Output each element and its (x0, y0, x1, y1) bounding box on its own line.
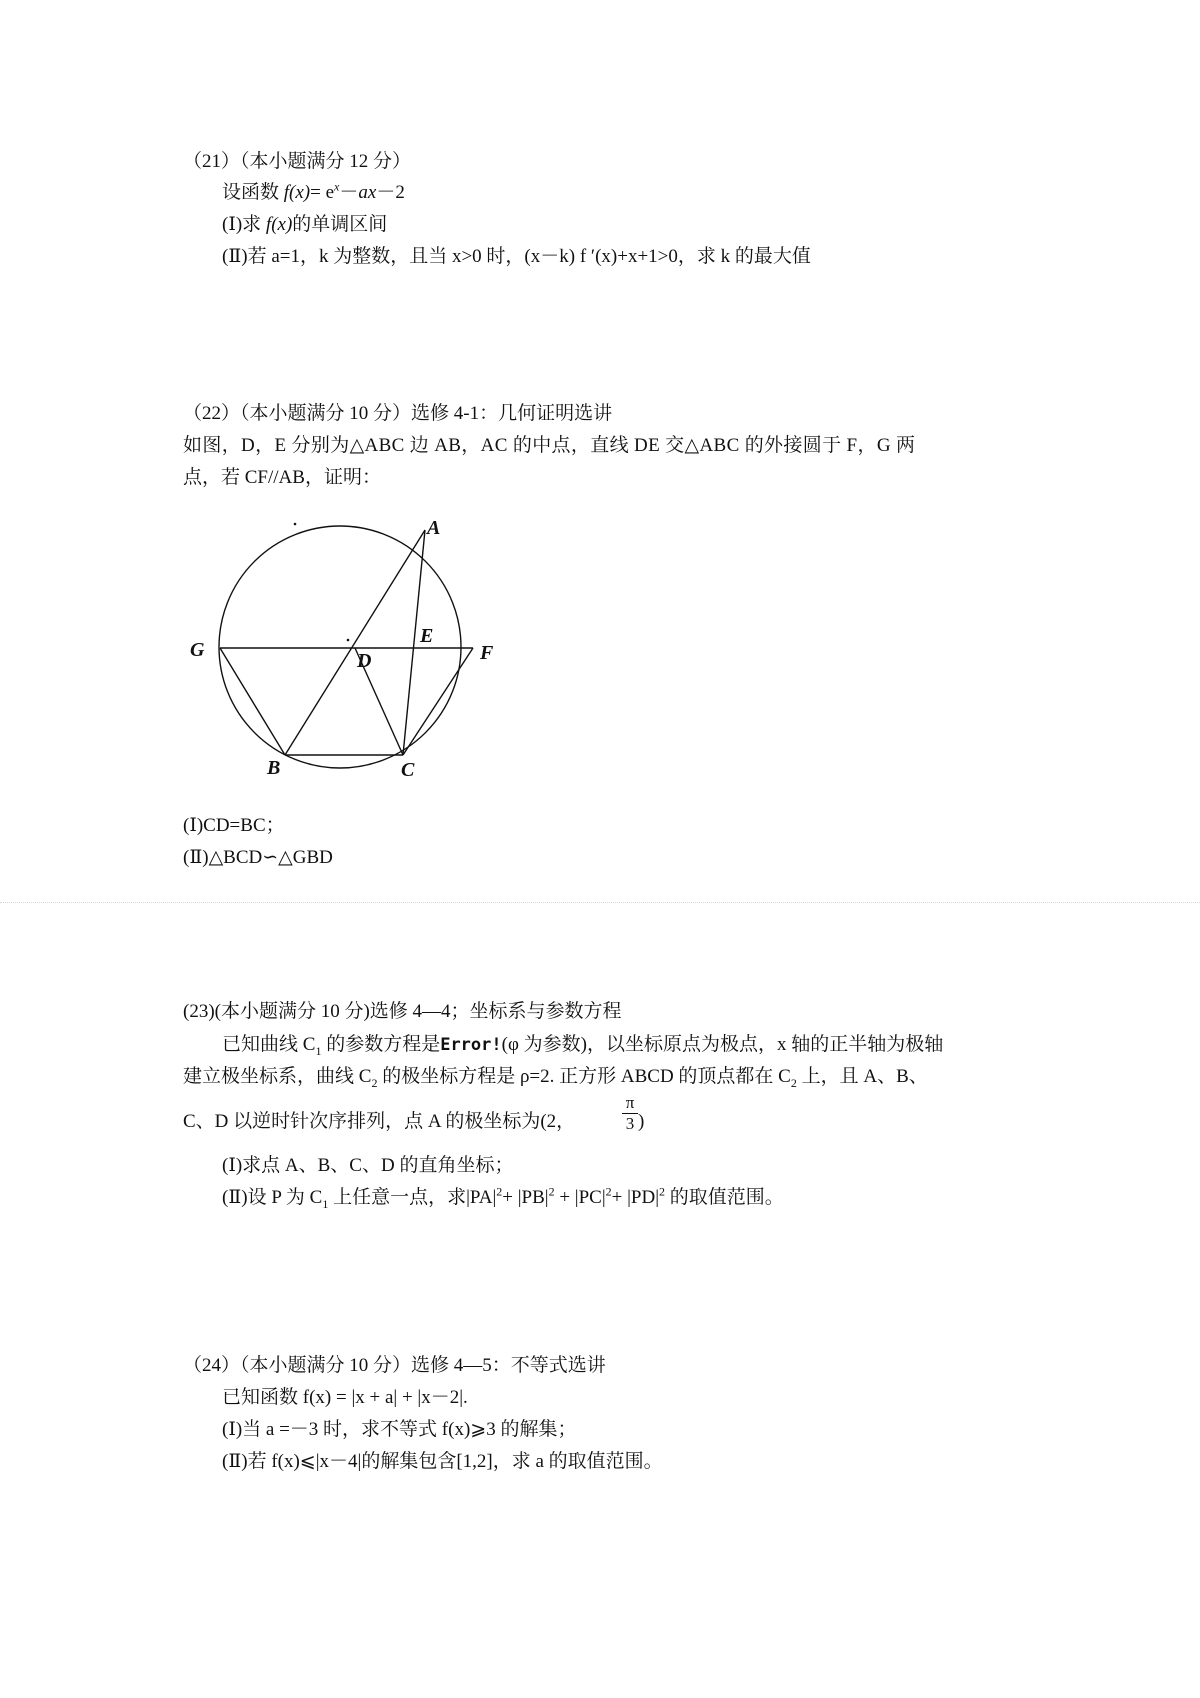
q24-part1: (Ⅰ)当 a =－3 时，求不等式 f(x)⩾3 的解集； (222, 1419, 577, 1440)
q22-part2: (Ⅱ)△BCD∽△GBD (183, 847, 333, 868)
dot-mark (347, 639, 350, 642)
q23-header: (23)(本小题满分 10 分)选修 4—4；坐标系与参数方程 (183, 1001, 622, 1022)
error-field: Error! (440, 1035, 502, 1055)
q23-line2: 建立极坐标系，曲线 $C_2$ 的极坐标方程是 ρ=2. 正方形 ABCD 的顶点都在 $C_2$ 上，且 A、B、 (183, 1066, 928, 1090)
q23-line1: 已知曲线 $C_1$ 的参数方程是Error!(φ 为参数)，以坐标原点为极点，x 轴的正半轴为极轴 (222, 1034, 944, 1058)
fraction-pi-over-3: π 3 (622, 1094, 638, 1133)
q21-header: （21）（本小题满分 12 分） (183, 151, 412, 172)
label-d: D (357, 650, 372, 672)
label-e: E (420, 625, 434, 647)
q22-header: （22）（本小题满分 10 分）选修 4-1：几何证明选讲 (183, 403, 613, 424)
q23-line3: C、D 以逆时针次序排列，点 A 的极坐标为(2， (183, 1111, 576, 1132)
circumcircle (219, 526, 461, 768)
segment-fc (403, 648, 473, 755)
label-b: B (267, 757, 281, 779)
q23-part2: (Ⅱ)设 P 为 $C_1$ 上任意一点，求$|PA|^2+ |PB|^2 + |PC|^2+ |PD|^2$ 的取值范围。 (222, 1184, 784, 1211)
segment-ab (285, 530, 425, 755)
q22-part1: (Ⅰ)CD=BC； (183, 815, 285, 836)
q22-body-line2: 点，若 CF//AB，证明： (183, 467, 381, 488)
label-c: C (401, 759, 415, 781)
q24-part2: (Ⅱ)若 f(x)⩽|x－4|的解集包含[1,2]，求 a 的取值范围。 (222, 1451, 663, 1472)
q21-part2: (Ⅱ)若 a=1，k 为整数，且当 x>0 时，(x－k) f ′(x)+x+1>0，求 k 的最大值 (222, 246, 811, 267)
q21-intro: 设函数 $f(x)= e^x-ax-2$ (222, 179, 405, 203)
q22-body-line1: 如图，D，E 分别为△ABC 边 AB，AC 的中点，直线 DE 交△ABC 的外接圆于 F，G 两 (183, 435, 916, 456)
q23-line3-close: ) (638, 1111, 645, 1132)
geometry-figure (180, 510, 520, 790)
label-g: G (190, 639, 205, 661)
q24-intro: 已知函数 f(x) = |x + a| + |x－2|. (222, 1387, 468, 1408)
dot-mark (294, 523, 297, 526)
label-f: F (480, 642, 494, 664)
q24-header: （24）（本小题满分 10 分）选修 4—5：不等式选讲 (183, 1355, 606, 1376)
q23-part1: (Ⅰ)求点 A、B、C、D 的直角坐标； (222, 1155, 514, 1176)
segment-gb (220, 648, 285, 755)
q21-part1: (Ⅰ)求 f(x)的单调区间 (222, 214, 388, 235)
page-separator (0, 902, 1200, 903)
label-a: A (427, 517, 441, 539)
